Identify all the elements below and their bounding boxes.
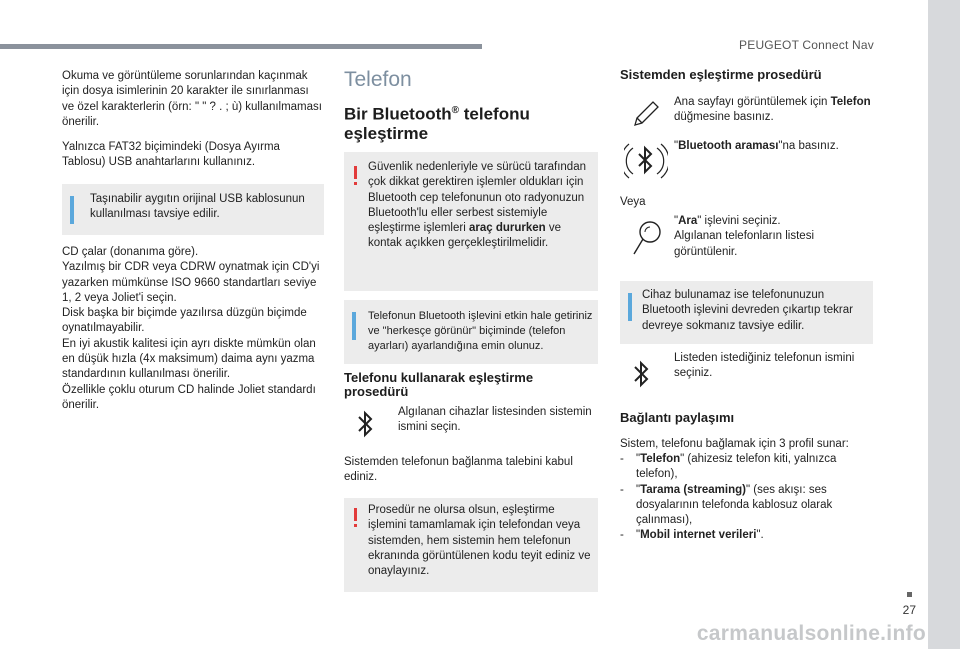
header-bar [0,44,482,49]
info-box-no-device [620,281,873,344]
profiles-list [620,452,875,544]
pairing-heading-pre: Bir Bluetooth [344,104,452,124]
section-title: Telefon [344,68,412,91]
info-box-no-device-text: Cihaz bulunamaz ise telefonunuzun Bluetooth işlevini devreden çıkartıp tekrar devreye sokmanız tavsiye edilir. [642,289,853,332]
bluetooth-icon [356,408,374,440]
watermark: carmanualsonline.info [696,622,926,645]
bluetooth-icon [632,358,650,390]
pencil-icon [631,98,661,128]
info-box-usb-text: Taşınabilir aygıtın orijinal USB kablosunun kullanılması tavsiye edilir. [90,193,305,221]
step-select-phone: Listeden istediğiniz telefonun ismini seçiniz. [674,352,855,380]
list-item: - "Telefon" (ahizesiz telefon kiti, yalnızca telefon), [620,453,837,481]
fat32-advice: Yalnızca FAT32 biçimindeki (Dosya Ayırma Tablosu) USB anahtarlarını kullanınız. [62,141,280,169]
info-box-usb [62,184,324,235]
warning-marker-dot [354,524,357,527]
phone-pairing-subheading: Telefonu kullanarak eşleştirme prosedürü [344,370,534,399]
warning-box-safety-text: Güvenlik nedenleriyle ve sürücü tarafından çok dikkat gerektiren işlemler oldukları için Bluetooth cep telefonunun oto radyonuzun Bluetooth'lu eller serbest sistemiyle eşleştirme işlemleri araç dururken ve kontak açıkken gerçekleştirilmelidir. [368,161,586,250]
page-number: 27 [902,603,916,617]
step-bluetooth-search: "Bluetooth araması"na basınız. [674,140,839,152]
info-box-visibility [344,300,598,364]
registered-mark: ® [451,105,460,116]
page-edge-strip [928,0,960,649]
warning-marker [354,166,357,179]
warning-box-safety [344,152,598,291]
cd-player-text: CD çalar (donanıma göre). Yazılmış bir CDR veya CDRW oynatmak için CD'yi yazarken mümkünse ISO 9660 standartları seviye 1, 2 veya Joliet'i seçin. Disk başka bir biçimde yazılırsa düzgün biçimde oynatılmayabilir. En iyi akustik kalitesi için ayrı diskte mümkün olan en düşük hızla (4x maksimum) daima aynı yazma standardının kullanılması önerilir. Özellikle çoklu oturum CD halinde Joliet standardı önerilir. [62,246,320,411]
warning-box-code-text: Prosedür ne olursa olsun, eşleştirme işlemini tamamlamak için telefondan veya sistemden, hem sistemin hem telefonun ekranında görüntülenen kodu teyit ediniz ve onaylayınız. [368,504,591,578]
or-label: Veya [620,196,646,208]
magnifier-icon [631,218,663,260]
list-item: - "Tarama (streaming)" (ses akışı: ses dosyalarının telefonda kablosuz olarak çalınması), [620,483,833,527]
info-marker [70,196,74,224]
info-box-visibility-text: Telefonun Bluetooth işlevini etkin hale getiriniz ve "herkesçe görünür" biçiminde (telefon ayarları) ayarlandığına emin olunuz. [368,310,593,352]
warning-box-code [344,498,598,592]
step-search: "Ara" işlevini seçiniz. Algılanan telefonların listesi görüntülenir. [674,215,814,258]
pairing-heading [344,101,600,143]
continue-marker [907,592,912,597]
info-marker [628,293,632,321]
profiles-intro: Sistem, telefonu bağlamak için 3 profil sunar: [620,438,849,450]
warning-marker [354,508,357,521]
step-phone-button: Ana sayfayı görüntülemek için Telefon düğmesine basınız. [674,96,871,124]
header-title: PEUGEOT Connect Nav [739,38,874,52]
bluetooth-search-icon [624,138,668,190]
connection-sharing-heading: Bağlantı paylaşımı [620,410,735,425]
system-pairing-heading: Sistemden eşleştirme prosedürü [620,67,822,82]
warning-marker-dot [354,182,357,185]
accept-request-text: Sistemden telefonun bağlanma talebini kabul ediniz. [344,456,573,484]
info-marker [352,312,356,340]
list-item: - "Mobil internet verileri". [620,529,764,542]
file-name-advice: Okuma ve görüntüleme sorunlarından kaçınmak için dosya isimlerinin 20 karakter ile sınırlanması ve özel karakterlerin (örn: " " ? . ; ù) kullanılmaması önerilir. [62,70,322,128]
phone-step-select-system: Algılanan cihazlar listesinden sistemin ismini seçin. [398,406,592,434]
pairing-heading-post: telefonu eşleştirme [344,104,530,143]
